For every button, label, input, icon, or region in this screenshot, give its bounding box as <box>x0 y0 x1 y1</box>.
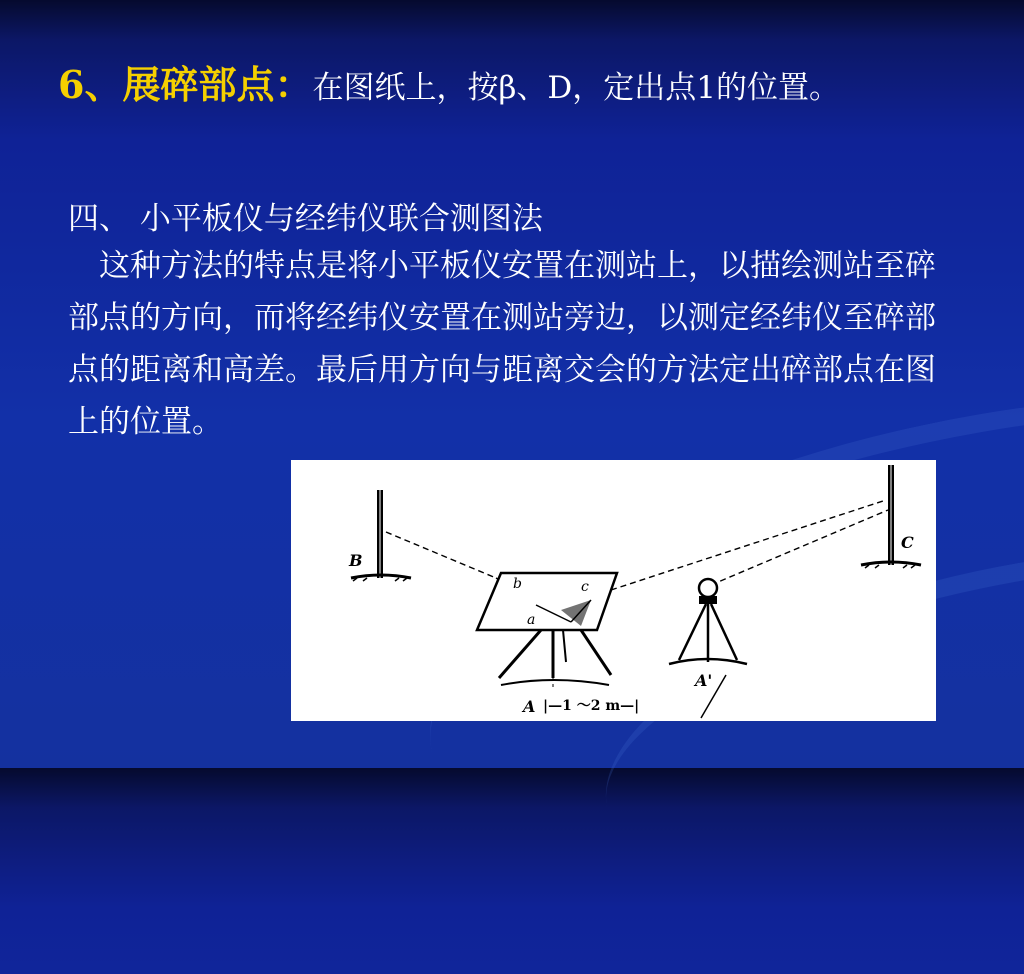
label-b: B <box>349 551 363 570</box>
label-a: A <box>523 697 536 716</box>
distance-label: |—1 ～2 m—| <box>543 698 640 714</box>
theodolite <box>669 579 747 664</box>
survey-diagram <box>291 460 936 721</box>
pole-c <box>861 465 921 568</box>
slide-title <box>58 60 978 113</box>
title-highlight: 6、展碎部点： <box>58 62 313 107</box>
section-heading: 四、 小平板仪与经纬仪联合测图法 <box>68 201 543 237</box>
label-a-lower: a <box>527 612 536 628</box>
section-paragraph: 这种方法的特点是将小平板仪安置在测站上，以描绘测站至碎部点的方向，而将经纬仪安置在测站旁边，以测定经纬仪至碎部点的距离和高差。最后用方向与距离交会的方法定出碎部点在图上的位置。 <box>68 248 936 440</box>
title-text: 在图纸上，按β、D，定出点1的位置。 <box>312 70 840 106</box>
label-c-lower: c <box>581 579 589 595</box>
survey-diagram-svg <box>291 460 936 721</box>
sight-lines <box>386 500 888 618</box>
label-b-lower: b <box>513 576 522 592</box>
label-c: C <box>901 533 914 552</box>
plane-table <box>477 573 617 690</box>
label-a-prime: A' <box>695 671 713 690</box>
